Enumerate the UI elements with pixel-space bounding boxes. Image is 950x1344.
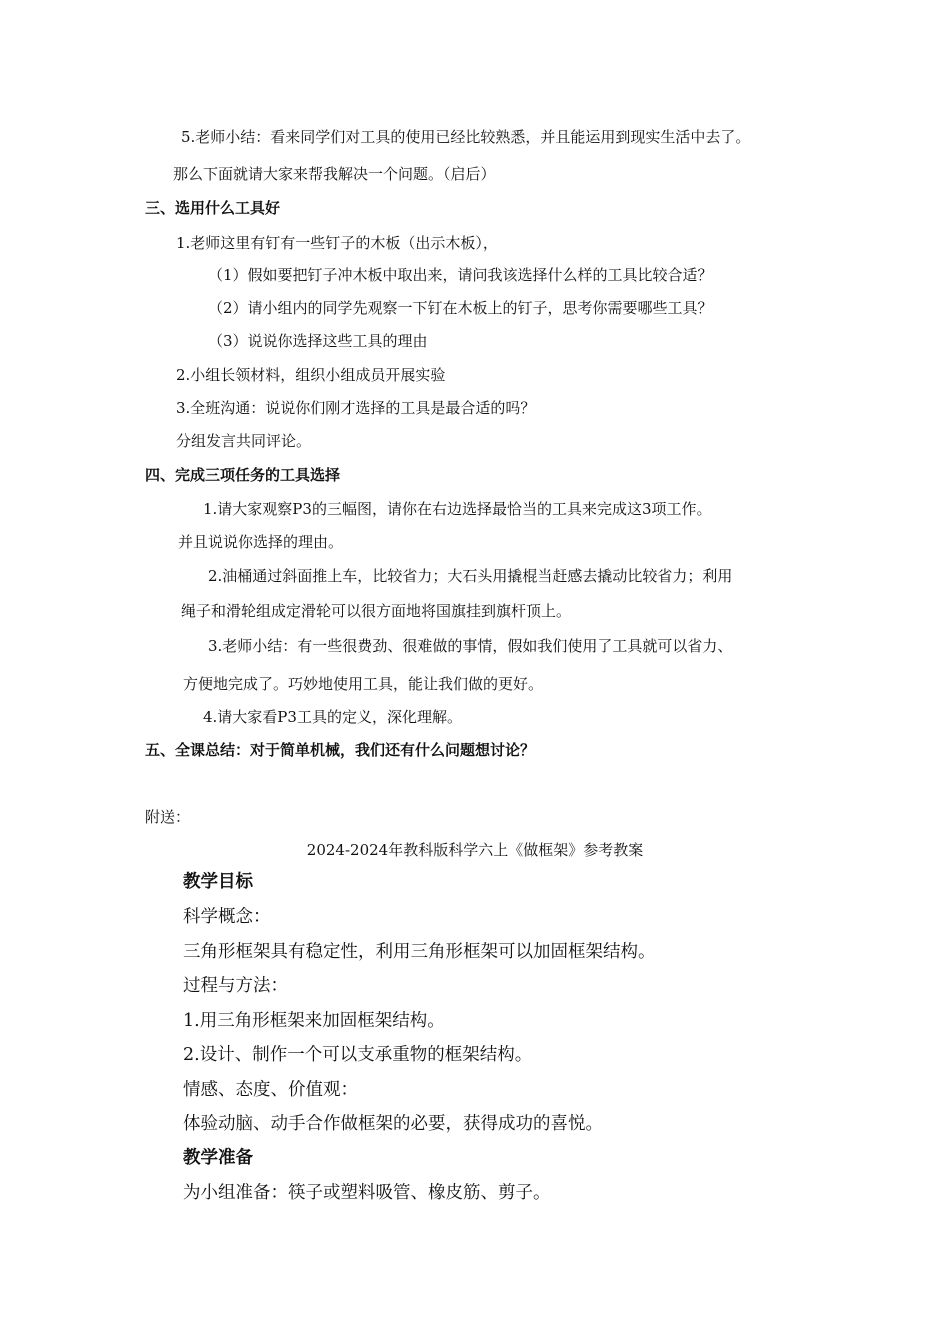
attitude-text: 体验动脑、动手合作做框架的必要，获得成功的喜悦。 [183,1114,603,1134]
list-item: 4.请大家看P3工具的定义，深化理解。 [203,708,462,726]
teaching-goals-heading: 教学目标 [183,872,253,892]
list-item: （2）请小组内的同学先观察一下钉在木板上的钉子，思考你需要哪些工具？ [208,299,713,317]
list-item: 绳子和滑轮组成定滑轮可以很方面地将国旗挂到旗杆顶上。 [181,602,572,620]
science-concept-text: 三角形框架具有稳定性，利用三角形框架可以加固框架结构。 [183,942,656,962]
list-item: 2.小组长领材料，组织小组成员开展实验 [176,366,446,384]
list-item: 3.全班沟通：说说你们刚才选择的工具是最合适的吗？ [176,399,536,417]
list-item: （3）说说你选择这些工具的理由 [208,332,428,350]
paragraph-summary-5: 5.老师小结：看来同学们对工具的使用已经比较熟悉，并且能运用到现实生活中去了。 [181,128,751,146]
list-item: 1.请大家观察P3的三幅图，请你在右边选择最恰当的工具来完成这3项工作。 [203,500,712,518]
section-heading-4: 四、完成三项任务的工具选择 [145,466,341,484]
process-label: 过程与方法： [183,976,288,996]
list-item: 2.油桶通过斜面推上车，比较省力；大石头用撬棍当赶感去撬动比较省力；利用 [208,567,733,585]
list-item: （1）假如要把钉子冲木板中取出来，请问我该选择什么样的工具比较合适？ [208,266,713,284]
list-item: 方便地完成了。巧妙地使用工具，能让我们做的更好。 [183,675,544,693]
teaching-prep-heading: 教学准备 [183,1148,253,1168]
teaching-prep-text: 为小组准备：筷子或塑料吸管、橡皮筋、剪子。 [183,1183,551,1203]
appendix-label: 附送： [145,808,191,826]
science-concept-label: 科学概念： [183,907,271,927]
section-heading-3: 三、选用什么工具好 [145,199,281,217]
list-item: 1.用三角形框架来加固框架结构。 [183,1011,445,1031]
list-item: 3.老师小结：有一些很费劲、很难做的事情，假如我们使用了工具就可以省力、 [208,637,733,655]
list-item: 2.设计、制作一个可以支承重物的框架结构。 [183,1045,533,1065]
list-item: 1.老师这里有钉有一些钉子的木板（出示木板）， [176,234,498,252]
list-item: 分组发言共同评论。 [176,432,312,450]
paragraph-transition: 那么下面就请大家来帮我解决一个问题。（启后） [173,165,496,183]
section-heading-5: 五、全课总结：对于简单机械，我们还有什么问题想讨论？ [145,741,536,759]
attitude-label: 情感、态度、价值观： [183,1080,358,1100]
appendix-title: 2024-2024年教科版科学六上《做框架》参考教案 [306,841,644,859]
list-item: 并且说说你选择的理由。 [178,533,344,551]
